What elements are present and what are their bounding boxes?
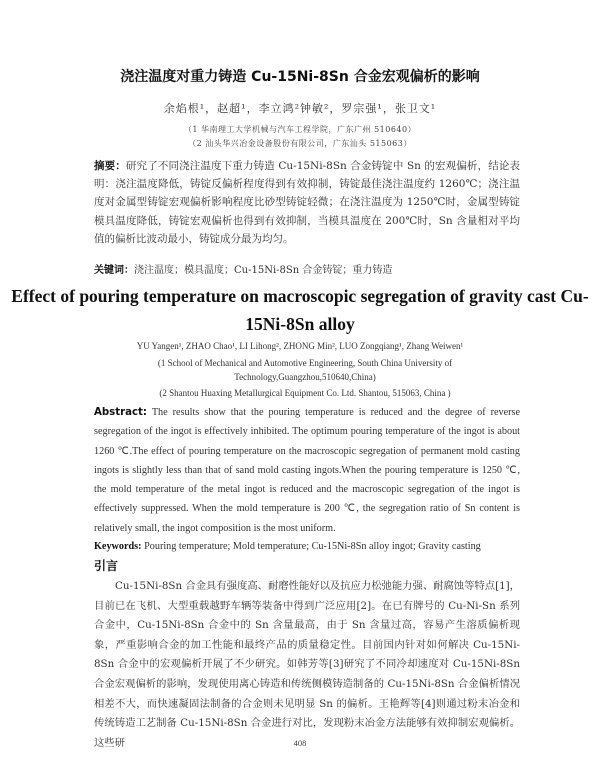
introduction-body: Cu-15Ni-8Sn 合金具有强度高、耐磨性能好以及抗应力松弛能力强、耐腐蚀等特点[1]，目前已在飞机、大型重载越野车辆等装备中得到广泛应用[2]。在已有牌号的 Cu-Ni-Sn 系列合金中，Cu-15Ni-8Sn 合金中的 Sn 含量最高，由于 Sn 含量过高，容易产生溶质偏析现象，严重影响合金的加工性能和最终产品的质量稳定性。目前国内针对如何解决 Cu-15Ni-8Sn 合金中的宏观偏析开展了不少研究。如韩芳等[3]研究了不同冷却速度对 Cu-15Ni-8Sn 合金宏观偏析的影响，发现使用离心铸造和传统侧模铸造制备的 Cu-15Ni-8Sn 合金偏析情况相差不大，而快速凝固法制备的合金则未见明显 Sn 的偏析。王艳辉等[4]则通过粉末冶金和传统铸造工艺制备 Cu-15Ni-8Sn 合金进行对比，发现粉末冶金方法能够有效抑制宏观偏析。这些研 <box>94 580 520 749</box>
chinese-keywords-text: 浇注温度；模具温度；Cu-15Ni-8Sn 合金铸锭；重力铸造 <box>134 265 393 276</box>
english-keywords <box>94 538 520 556</box>
english-abstract-text: The results show that the pouring temperature is reduced and the degree of reverse segregation of the ingot is effectively inhibited. The optimum pouring temperature of the ingot is about 1260 ℃.The effect of pouring temperature on the macroscopic segregation of permanent mold casting ingots is slightly less than that of sand mold casting ingots.When the pouring temperature is 1250 ℃, the mold temperature of the metal ingot is reduced and the macroscopic segregation of the ingot is effectively suppressed. When the mold temperature is 200 ℃, the segregation ratio of Sn content is relatively small, the ingot composition is the most uniform. <box>94 407 520 534</box>
english-keywords-label: Keywords: <box>94 541 142 552</box>
english-title: Effect of pouring temperature on macroscopic segregation of gravity cast Cu-15Ni-8Sn alloy <box>11 286 589 334</box>
english-affiliation-2: (2 Shantou Huaxing Metallurgical Equipment Co. Ltd. Shantou, 515063, China ) <box>159 388 451 398</box>
chinese-abstract-text: 研究了不同浇注温度下重力铸造 Cu-15Ni-8Sn 合金铸锭中 Sn 的宏观偏析，结论表明：浇注温度降低，铸锭反偏析程度得到有效抑制，铸锭最佳浇注温度约 1260℃；浇注温度对金属型铸锭宏观偏析影响程度比砂型铸锭轻微；在浇注温度为 1250℃时，金属型铸锭模具温度降低，铸锭宏观偏析也得到有效抑制，当模具温度在 200℃时，Sn 含量相对平均值的偏析比波动最小，铸锭成分最为均匀。 <box>94 160 520 245</box>
english-abstract <box>94 403 520 538</box>
chinese-abstract <box>94 157 520 248</box>
chinese-keywords-label: 关键词： <box>94 265 134 276</box>
english-authors: YU Yangen¹, ZHAO Chao¹, LI Lihong², ZHONG Min², LUO Zongqiang¹, Zhang Weiwen¹ <box>136 341 464 351</box>
chinese-authors: 余焰根¹，赵超¹，李立鸿²钟敏²，罗宗强¹，张卫文¹ <box>163 102 437 115</box>
chinese-title: 浇注温度对重力铸造 Cu-15Ni-8Sn 合金宏观偏析的影响 <box>120 69 480 85</box>
chinese-affiliation-1: （1 华南理工大学机械与汽车工程学院，广东广州 510640） <box>183 125 417 134</box>
english-abstract-label: Abstract: <box>94 407 147 418</box>
english-keywords-text: Pouring temperature; Mold temperature; Cu-15Ni-8Sn alloy ingot; Gravity casting <box>144 541 481 552</box>
chinese-affiliation-2: （2 汕头华兴冶金设备股份有限公司，广东汕头 515063） <box>188 139 412 148</box>
chinese-abstract-label: 摘要： <box>94 160 126 172</box>
chinese-keywords <box>94 262 520 280</box>
page-number: 408 <box>293 738 307 748</box>
introduction-heading: 引言 <box>94 559 119 573</box>
english-affiliation-1: (1 School of Mechanical and Automotive Engineering, South China University of Technology,Guangzhou,510640,China) <box>157 358 453 382</box>
